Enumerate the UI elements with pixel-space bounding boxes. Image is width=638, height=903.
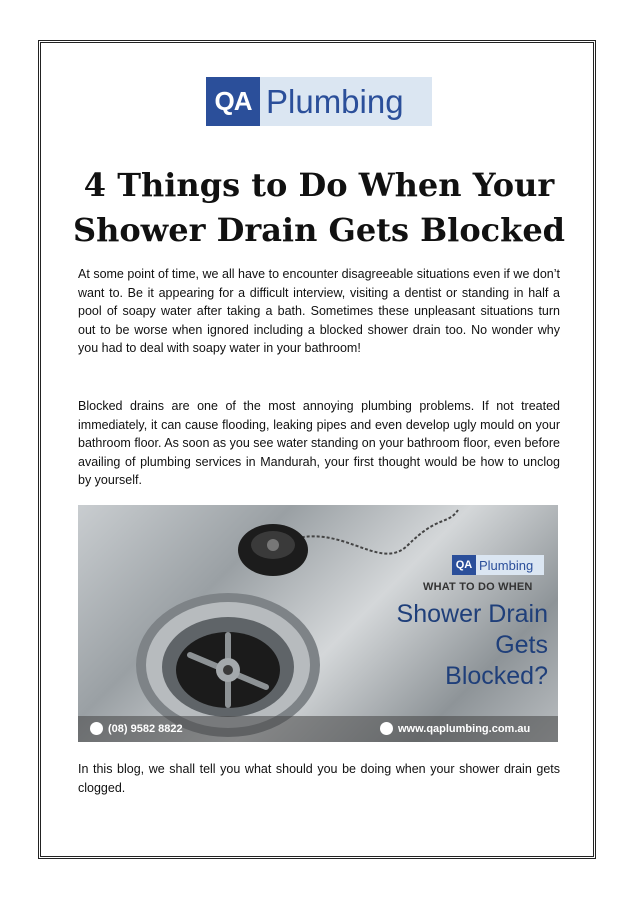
- hero-image: [78, 505, 558, 742]
- hero-headline-line-2: Gets: [495, 631, 548, 659]
- hero-website: www.qaplumbing.com.au: [398, 723, 531, 735]
- title-line-2: Shower Drain Gets Blocked: [72, 211, 566, 249]
- hero-phone: (08) 9582 8822: [108, 723, 183, 735]
- hero-headline-line-1: Shower Drain: [396, 600, 548, 628]
- globe-icon: [380, 722, 393, 735]
- hero-logo-word: Plumbing: [476, 555, 544, 575]
- logo-word: Plumbing: [260, 77, 432, 126]
- paragraph-blog-intro: In this blog, we shall tell you what should you be doing when your shower drain gets clogged.: [78, 762, 560, 795]
- hero-logo-mark: QA: [452, 555, 476, 575]
- hero-subtitle: WHAT TO DO WHEN: [423, 581, 533, 593]
- paragraph-blocked-drains: Blocked drains are one of the most annoying plumbing problems. If not treated immediately, it can cause flooding, leaking pipes and even develop ugly mould on your bathroom floor. As soon as you see water standing on your bathroom floor, even before availing of plumbing services in Mandurah, your first thought would be how to unclog by yourself.: [78, 399, 560, 488]
- hero-headline-line-3: Blocked?: [445, 662, 548, 690]
- page-title: [60, 163, 578, 253]
- title-line-1: 4 Things to Do When Your: [83, 166, 555, 204]
- hero-contact-bar: [78, 716, 558, 742]
- hero-headline: [397, 599, 548, 692]
- logo-mark: QA: [206, 77, 260, 126]
- hero-logo: [452, 555, 544, 575]
- paragraph-intro: At some point of time, we all have to encounter disagreeable situations even if we don’t want to. Be it appearing for a difficult interview, visiting a dentist or standing in half a pool of soapy water after taking a bath. Sometimes these unpleasant situations turn out to be worse when ignored including a blocked shower drain too. No wonder why you had to deal with soapy water in your bathroom!: [78, 267, 560, 356]
- phone-icon: [90, 722, 103, 735]
- qa-plumbing-logo: [206, 77, 432, 126]
